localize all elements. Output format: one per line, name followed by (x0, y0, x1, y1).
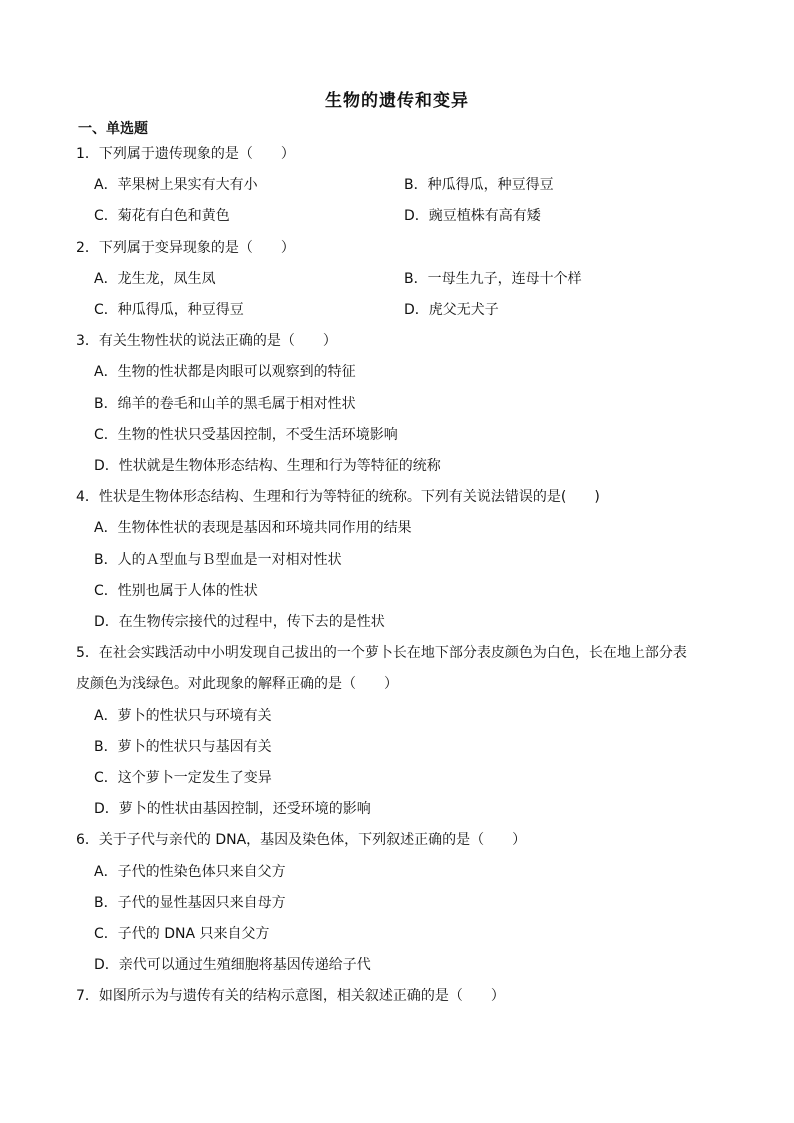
question-2-option-c: C．种瓜得瓜，种豆得豆 (94, 302, 244, 318)
question-4-option-c: C．性别也属于人体的性状 (94, 583, 258, 599)
question-5-option-b: B．萝卜的性状只与基因有关 (94, 739, 272, 755)
question-7-stem: 7．如图所示为与遗传有关的结构示意图，相关叙述正确的是（ ） (76, 988, 505, 1004)
question-4-option-b: B．人的Ａ型血与Ｂ型血是一对相对性状 (94, 552, 342, 568)
question-6-stem: 6．关于子代与亲代的 DNA，基因及染色体，下列叙述正确的是（ ） (76, 832, 527, 848)
question-5-option-c: C．这个萝卜一定发生了变异 (94, 770, 272, 786)
question-2-option-b: B．一母生九子，连母十个样 (404, 271, 582, 287)
section-heading: 一、单选题 (78, 121, 148, 137)
question-4-option-a: A．生物体性状的表现是基因和环境共同作用的结果 (94, 520, 412, 536)
question-2-stem: 2．下列属于变异现象的是（ ） (76, 240, 295, 256)
question-5-option-d: D．萝卜的性状由基因控制，还受环境的影响 (94, 801, 371, 817)
question-4-stem: 4．性状是生物体形态结构、生理和行为等特征的统称。下列有关说法错误的是( ) (76, 489, 600, 505)
question-6-option-d: D．亲代可以通过生殖细胞将基因传递给子代 (94, 957, 371, 973)
question-5-stem: 5．在社会实践活动中小明发现自己拔出的一个萝卜长在地下部分表皮颜色为白色，长在地上部分表 (76, 645, 687, 661)
question-5-stem-continued: 皮颜色为浅绿色。对此现象的解释正确的是（ ） (76, 676, 398, 692)
question-2-option-d: D．虎父无犬子 (404, 302, 499, 318)
page-title: 生物的遗传和变异 (325, 91, 469, 111)
question-3-option-c: C．生物的性状只受基因控制，不受生活环境影响 (94, 427, 398, 443)
question-1-option-b: B．种瓜得瓜，种豆得豆 (404, 177, 554, 193)
question-6-option-b: B．子代的显性基因只来自母方 (94, 895, 286, 911)
question-4-option-d: D．在生物传宗接代的过程中，传下去的是性状 (94, 614, 385, 630)
question-5-option-a: A．萝卜的性状只与环境有关 (94, 708, 272, 724)
question-2-option-a: A．龙生龙，凤生凤 (94, 271, 216, 287)
question-3-option-d: D．性状就是生物体形态结构、生理和行为等特征的统称 (94, 458, 441, 474)
question-3-stem: 3．有关生物性状的说法正确的是（ ） (76, 333, 337, 349)
question-6-option-a: A．子代的性染色体只来自父方 (94, 864, 286, 880)
question-1-stem: 1．下列属于遗传现象的是（ ） (76, 146, 295, 162)
question-3-option-b: B．绵羊的卷毛和山羊的黑毛属于相对性状 (94, 396, 356, 412)
question-1-option-a: A．苹果树上果实有大有小 (94, 177, 258, 193)
question-3-option-a: A．生物的性状都是肉眼可以观察到的特征 (94, 364, 356, 380)
question-1-option-d: D．豌豆植株有高有矮 (404, 208, 541, 224)
question-6-option-c: C．子代的 DNA 只来自父方 (94, 926, 270, 942)
question-1-option-c: C．菊花有白色和黄色 (94, 208, 230, 224)
